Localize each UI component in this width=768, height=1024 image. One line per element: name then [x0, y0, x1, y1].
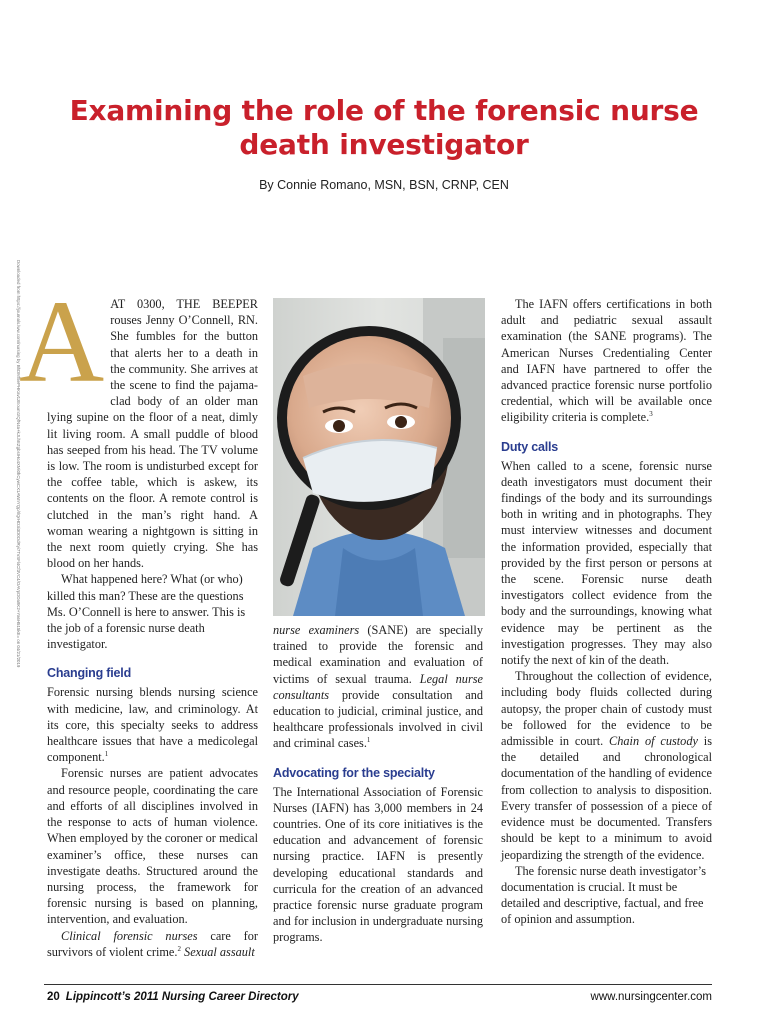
emphasis: Legal nurse consultants [273, 671, 483, 702]
download-notice-text: Downloaded from https://journals.lww.com/nursing by BhDMf5ePHKav1zEoum1tQfN4a+kJLhEZgbsIHo4XMi0hCywCX1AWnYQp/IlQrHD3i3D0OdRyi7TvSFl4Cf3VC4/OAVpDDa8K2+Ya6H515kE= on 04/21/2019 [16, 260, 21, 668]
column-1 [19, 276, 258, 960]
footer-rule [44, 984, 712, 985]
paragraph [501, 296, 712, 426]
subheading-duty-calls: Duty calls [501, 439, 559, 454]
article-title: Examining the role of the forensic nurse death investigator [69, 94, 699, 161]
emphasis: Chain of custody [609, 734, 698, 749]
emphasis: Sexual assault [180, 944, 255, 959]
paragraph: Forensic nurses are patient advocates and resource people, coordinating the care and efforts of all disciplines involved in the response to acts of human violence. When employed by the coroner or medical examiner’s office, these nurses can investigate deaths. Structured around the nursing process, the framework for forensic nursing is based on planning, intervention, and evaluation. [47, 766, 258, 927]
paragraph-text: provide consultation and education to judicial, criminal justice, and healthcare professionals involved in civil and criminal cases. [273, 687, 483, 751]
footer-publication [47, 991, 299, 1003]
paragraph [273, 622, 483, 752]
paragraph [47, 684, 258, 765]
paragraph [501, 668, 712, 862]
footer-url: www.nursingcenter.com [590, 991, 712, 1003]
paragraph-text: Throughout the collection of evidence, including body fluids collected during autopsy, the proper chain of custody must be followed for the evidence to be admissible in court. [501, 669, 712, 749]
footnote-ref: 1 [366, 736, 371, 745]
paragraph: The forensic nurse death investigator’s documentation is crucial. It must be detailed and descriptive, factual, and free of opinion and assumption. [501, 863, 706, 927]
lead-paragraph: AT 0300, THE BEEPER rouses Jenny O’Connell, RN. She fumbles for the button that alerts her to a death in the community. She arrives at the scene to find the pajama-clad body of an older man lying supine on the floor of a neat, dimly lit living room. A small puddle of blood has seeped from his head. The TV volume is low. The room is undisturbed except for the coffee table, which is askew, its contents on the floor. A remote control is clutched in the man’s right hand. A woman wearing a nightgown is sitting in the next room quietly crying. She has blood on her hands. [47, 297, 258, 571]
byline: By Connie Romano, MSN, BSN, CRNP, CEN [259, 178, 509, 192]
paragraph-text: care for survivors of violent crime. [47, 928, 258, 959]
paragraph-text: Forensic nursing blends nursing science with medicine, law, and criminology. At its core, this specialty seeks to address healthcare issues that have a medicolegal component. [47, 685, 258, 765]
paragraph [47, 928, 258, 960]
subheading-changing-field: Changing field [47, 666, 131, 681]
paragraph-text: The IAFN offers certifications in both adult and pediatric sexual assault examination (the SANE programs). The American Nurses Credentialing Center and IAFN have partnered to offer the advanced practice forensic nurse portfolio credential, which will be available once eligibility criteria is complete. [501, 297, 712, 425]
page-number: 20 [47, 991, 60, 1003]
nurse-with-magnifier-image [273, 298, 485, 616]
footnote-ref: 1 [104, 750, 109, 759]
column-2 [273, 622, 483, 946]
emphasis: Clinical forensic nurses [61, 928, 198, 943]
paragraph: What happened here? What (or who) killed this man? These are the questions Ms. O’Connell is here to answer. This is the job of a forensic nurse death investigator. [47, 572, 246, 652]
emphasis: nurse examiners [273, 623, 360, 637]
column-3 [501, 296, 712, 928]
paragraph: The International Association of Forensic Nurses (IAFN) has 3,000 members in 24 countries. One of its core initiatives is the education and advancement of forensic nursing practice. IAFN is presently developing educational standards and curricula for the creation of an advanced practice forensic nurse graduate program and for inclusion in undergraduate nursing programs. [273, 784, 483, 945]
footnote-ref: 3 [649, 410, 653, 419]
paragraph-text: (SANE) are specially trained to provide the forensic and medical examination and evaluation of victims of sexual trauma. [273, 623, 483, 686]
magnifying-glass-photo [273, 298, 485, 616]
publication-name: Lippincott’s 2011 Nursing Career Directory [65, 991, 299, 1003]
drop-cap: A [19, 276, 105, 407]
paragraph-text: is the detailed and chronological documentation of the handling of evidence from collection to analysis to disposition. Every transfer of possession of a piece of evidence must be documented. Transfers should be kept to a minimum to avoid jeopardizing the strength of the evidence. [501, 734, 712, 862]
subheading-advocating: Advocating for the specialty [273, 765, 435, 780]
paragraph: When called to a scene, forensic nurse death investigators must document their findings of the body and its surroundings both in writing and in photographs. They must interview witnesses and document the information provided, especially that provided by the first person or persons at the scene. Forensic nurse death investigators collect evidence from the body and the surroundings, knowing what evidence may be pertinent as the investigation progresses. They may also notify the next of kin of the death. [501, 458, 712, 668]
footnote-ref: 2 [177, 944, 181, 953]
